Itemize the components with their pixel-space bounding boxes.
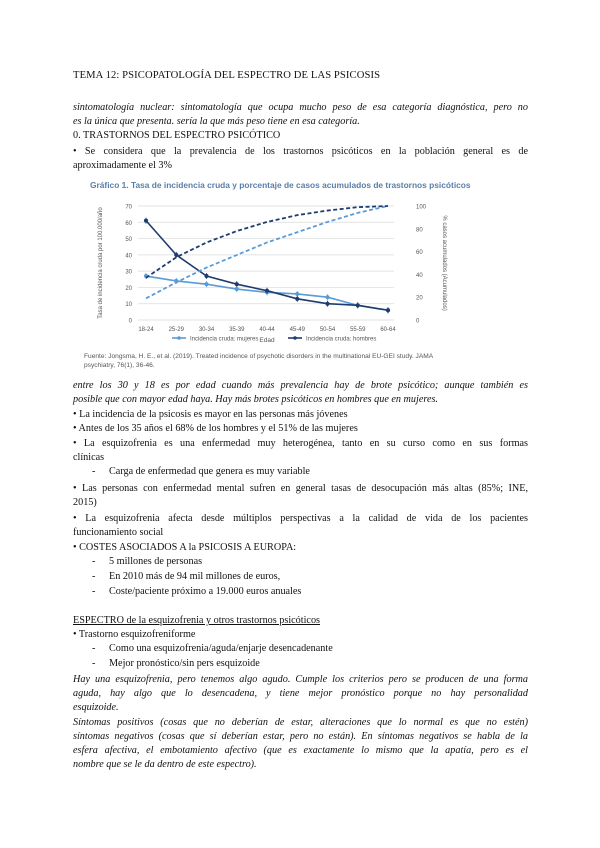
y-left-tick-label: 50: [125, 237, 132, 244]
quality-1: • La esquizofrenia afecta desde múltiplos perspectivas a la calidad de vida de los pacientes: [73, 513, 528, 524]
legend-marker-women: [177, 336, 181, 340]
y-right-tick-label: 40: [416, 272, 423, 279]
x-tick-label: 40-44: [259, 327, 275, 333]
data-point: [204, 282, 208, 286]
prevalence-bullet-1: • Se considera que la prevalencia de los trastornos psicóticos en la población general es de: [73, 146, 528, 157]
y-left-tick-label: 20: [125, 285, 132, 292]
costs-item-3: Coste/paciente próximo a 19.000 euros anuales: [109, 586, 302, 597]
dash-marker: -: [92, 586, 96, 597]
intro-line-2: es la única que presenta. sería la que más peso tiene en esa categoría.: [73, 116, 360, 127]
section-heading: 0. TRASTORNOS DEL ESPECTRO PSICÓTICO: [73, 130, 281, 141]
note-line-5: síntomas negativos (cosas que sí deberían estar, pero no están). En síntomas negativos se habla de la: [73, 731, 528, 742]
y-right-axis-label: % casos acumulados (Acumulados): [441, 215, 447, 311]
data-point: [204, 274, 208, 278]
data-point: [144, 219, 148, 223]
bullet-incidence: • La incidencia de la psicosis es mayor en las personas más jóvenes: [73, 409, 348, 420]
y-right-tick-label: 0: [416, 318, 420, 325]
costs-item-1: 5 millones de personas: [109, 556, 203, 567]
heterogeneous-1: • La esquizofrenia es una enfermedad muy heterogénea, tanto en su curso como en sus formas: [73, 438, 528, 449]
quality-2: funcionamiento social: [73, 527, 164, 538]
x-tick-label: 55-59: [350, 327, 366, 333]
data-point: [235, 282, 239, 286]
note-line-2: aguda, hay algo que lo desencadena, y tiene mejor pronóstico porque no hay personalidad: [73, 688, 528, 699]
note-line-3: esquizoide.: [73, 702, 119, 713]
data-point: [386, 308, 390, 312]
figure-title: Gráfico 1. Tasa de incidencia cruda y porcentaje de casos acumulados de trastornos psicóticos: [90, 180, 471, 190]
y-right-tick-label: 80: [416, 227, 423, 234]
y-left-tick-label: 10: [125, 302, 132, 309]
x-tick-label: 35-39: [229, 327, 245, 333]
data-point: [174, 253, 178, 257]
y-left-axis-label: Tasa de incidencia cruda por 100.000/año: [98, 207, 104, 319]
x-tick-label: 18-24: [138, 327, 154, 333]
spectrum-heading: ESPECTRO de la esquizofrenia y otros trastornos psicóticos: [73, 615, 321, 626]
unemployment-2: 2015): [73, 497, 97, 508]
dash-marker: -: [92, 571, 96, 582]
dash-marker: -: [92, 466, 96, 477]
unemployment-1: • Las personas con enfermedad mental sufren en general tasas de desocupación más altas (85%; INE,: [73, 483, 528, 494]
x-tick-label: 50-54: [319, 327, 336, 333]
heterogeneous-2: clínicas: [73, 452, 105, 463]
legend-label-women: Incidencia cruda: mujeres: [190, 336, 259, 343]
y-left-tick-label: 70: [125, 204, 132, 211]
bullet-age: • Antes de los 35 años el 68% de los hombres y el 51% de las mujeres: [73, 423, 358, 434]
series-line-2: [146, 221, 388, 311]
schizophreniform-bullet: • Trastorno esquizofreniforme: [73, 629, 196, 640]
costs-heading: • COSTES ASOCIADOS A la PSICOSIS A EUROPA:: [73, 542, 297, 553]
intro-line-1: sintomatología nuclear: sintomatología que ocupa mucho peso de esa categoría diagnóstica, pero no: [73, 102, 528, 113]
legend-label-men: Incidencia cruda: hombres: [306, 336, 377, 343]
dash-marker: -: [92, 658, 96, 669]
note-line-1: Hay una esquizofrenia, pero tenemos algo agudo. Cumple los criterios pero se producen de una forma: [73, 674, 528, 685]
x-tick-label: 25-29: [168, 327, 184, 333]
data-point: [295, 292, 299, 296]
carga-item: Carga de enfermedad que genera es muy variable: [109, 466, 310, 477]
data-point: [295, 297, 299, 301]
dash-marker: -: [92, 643, 96, 654]
x-axis-label: Edad: [259, 337, 275, 344]
page-title: TEMA 12: PSICOPATOLOGÍA DEL ESPECTRO DE LAS PSICOSIS: [73, 70, 381, 81]
after-figure-2: posible que con mayor edad haya. Hay más brotes psicóticos en hombres que en mujeres.: [73, 394, 438, 405]
series-line-3: [146, 206, 388, 298]
note-line-6: esfera afectiva, el embotamiento afectivo (que es exactamente lo mismo que la apatía, pero es el: [73, 745, 528, 756]
prevalence-bullet-2: aproximadamente el 3%: [73, 160, 173, 171]
data-point: [356, 303, 360, 307]
y-left-tick-label: 0: [128, 318, 132, 325]
x-tick-label: 60-64: [380, 327, 396, 333]
y-right-tick-label: 60: [416, 250, 423, 257]
y-left-tick-label: 40: [125, 253, 132, 260]
figure-source-1: Fuente: Jongsma, H. E., et al. (2019). Treated incidence of psychotic disorders in the multinational EU-GEI study. JAMA: [84, 353, 434, 360]
figure-source-2: psychiatry, 76(1), 36-46.: [84, 362, 155, 369]
costs-item-2: En 2010 más de 94 mil millones de euros,: [109, 571, 281, 582]
schizophreniform-item-2: Mejor pronóstico/sin pers esquizoide: [109, 658, 260, 669]
y-right-tick-label: 100: [416, 204, 427, 211]
x-tick-label: 45-49: [289, 327, 305, 333]
data-point: [265, 289, 269, 293]
schizophreniform-item-1: Como una esquizofrenia/aguda/enjarje desencadenante: [109, 643, 333, 654]
after-figure-1: entre los 30 y 18 es por edad cuando más prevalencia hay de brote psicótico; aunque también es: [73, 380, 528, 391]
note-line-7: nombre que se le da dentro de este espectro).: [73, 759, 257, 770]
data-point: [235, 287, 239, 291]
data-point: [325, 295, 329, 299]
y-left-tick-label: 60: [125, 220, 132, 227]
note-line-4: Síntomas positivos (cosas que no deberían de estar, alteraciones que lo normal es que no estén): [73, 717, 528, 728]
dash-marker: -: [92, 556, 96, 567]
y-right-tick-label: 20: [416, 295, 423, 302]
x-tick-label: 30-34: [198, 327, 215, 333]
y-left-tick-label: 30: [125, 269, 132, 276]
legend-marker-men: [293, 336, 297, 340]
data-point: [325, 302, 329, 306]
